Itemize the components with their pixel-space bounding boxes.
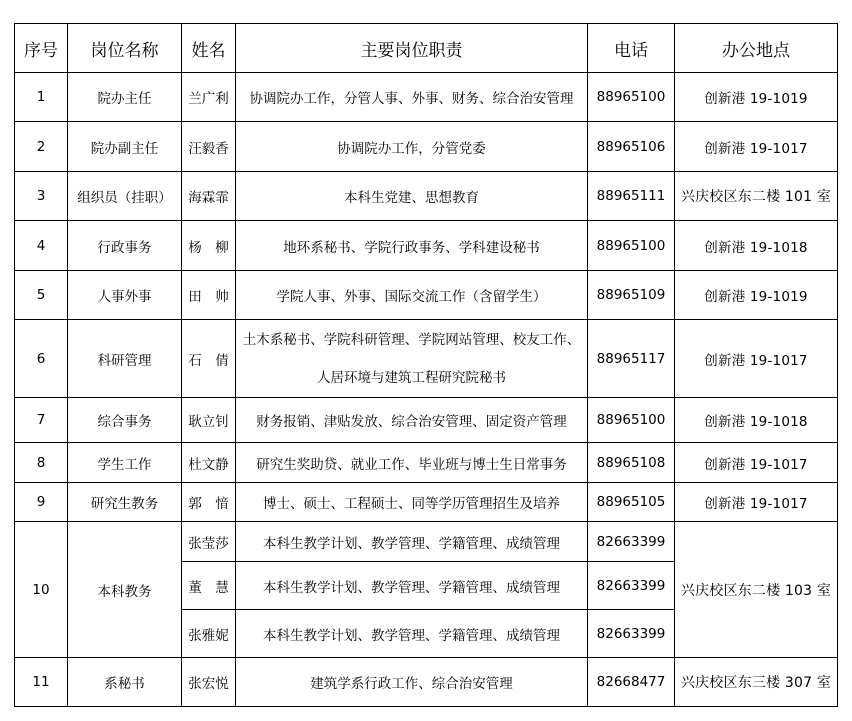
row-phone: 88965109	[588, 271, 675, 320]
row-no: 7	[15, 398, 68, 443]
row-name: 耿立钊	[182, 398, 236, 443]
row-position: 学生工作	[68, 443, 182, 483]
row-duty: 博士、硕士、工程硕士、同等学历管理招生及培养	[236, 483, 588, 522]
header-office: 办公地点	[675, 24, 838, 73]
row-phone: 88965100	[588, 398, 675, 443]
header-duty: 主要岗位职责	[236, 24, 588, 73]
row-name: 汪毅香	[182, 122, 236, 172]
row-position: 组织员（挂职）	[68, 172, 182, 221]
row-duty: 建筑学系行政工作、综合治安管理	[236, 658, 588, 707]
table-row	[15, 320, 838, 398]
row-name: 田 帅	[182, 271, 236, 320]
table-row	[15, 122, 838, 172]
row-no: 2	[15, 122, 68, 172]
row-phone: 88965111	[588, 172, 675, 221]
row-office: 创新港 19-1017	[675, 483, 838, 522]
row-no: 4	[15, 221, 68, 271]
row-office: 兴庆校区东三楼 307 室	[675, 658, 838, 707]
row-duty: 财务报销、津贴发放、综合治安管理、固定资产管理	[236, 398, 588, 443]
row-duty: 本科生教学计划、教学管理、学籍管理、成绩管理	[236, 522, 588, 562]
header-name: 姓名	[182, 24, 236, 73]
row-phone: 88965105	[588, 483, 675, 522]
row-position: 院办副主任	[68, 122, 182, 172]
row-phone: 82663399	[588, 562, 675, 610]
row-position: 综合事务	[68, 398, 182, 443]
row-position: 科研管理	[68, 320, 182, 398]
table-row	[15, 658, 838, 707]
row-no: 11	[15, 658, 68, 707]
row-position: 院办主任	[68, 73, 182, 122]
row-phone: 82663399	[588, 610, 675, 658]
row-no: 1	[15, 73, 68, 122]
row-office: 创新港 19-1018	[675, 398, 838, 443]
row-position: 系秘书	[68, 658, 182, 707]
row-office: 创新港 19-1019	[675, 271, 838, 320]
table-row	[15, 221, 838, 271]
row-duty: 地环系秘书、学院行政事务、学科建设秘书	[236, 221, 588, 271]
row-duty	[236, 320, 588, 398]
row-no: 5	[15, 271, 68, 320]
table-header-row	[15, 24, 838, 73]
row-no: 9	[15, 483, 68, 522]
row-office: 兴庆校区东二楼 103 室	[675, 522, 838, 658]
table-row	[15, 483, 838, 522]
header-phone: 电话	[588, 24, 675, 73]
row-position: 研究生教务	[68, 483, 182, 522]
row-phone: 88965100	[588, 73, 675, 122]
row-duty: 本科生教学计划、教学管理、学籍管理、成绩管理	[236, 610, 588, 658]
header-position: 岗位名称	[68, 24, 182, 73]
row-phone: 88965106	[588, 122, 675, 172]
row-name: 郭 愔	[182, 483, 236, 522]
row-no: 3	[15, 172, 68, 221]
row-duty-line: 人居环境与建筑工程研究院秘书	[317, 369, 506, 386]
row-duty: 本科生教学计划、教学管理、学籍管理、成绩管理	[236, 562, 588, 610]
row-office: 创新港 19-1017	[675, 320, 838, 398]
row-office: 创新港 19-1019	[675, 73, 838, 122]
table-row	[15, 271, 838, 320]
row-name: 张莹莎	[182, 522, 236, 562]
row-office: 兴庆校区东二楼 101 室	[675, 172, 838, 221]
row-name: 杨 柳	[182, 221, 236, 271]
row-office: 创新港 19-1018	[675, 221, 838, 271]
row-duty: 本科生党建、思想教育	[236, 172, 588, 221]
row-name: 海霖霏	[182, 172, 236, 221]
staff-directory-table	[14, 23, 838, 707]
row-position: 本科教务	[68, 522, 182, 658]
row-phone: 82663399	[588, 522, 675, 562]
row-name: 张宏悦	[182, 658, 236, 707]
row-duty: 协调院办工作，分管党委	[236, 122, 588, 172]
table-row	[15, 398, 838, 443]
row-phone: 88965108	[588, 443, 675, 483]
row-duty: 协调院办工作，分管人事、外事、财务、综合治安管理	[236, 73, 588, 122]
row-phone: 88965100	[588, 221, 675, 271]
row-position: 行政事务	[68, 221, 182, 271]
row-duty: 研究生奖助贷、就业工作、毕业班与博士生日常事务	[236, 443, 588, 483]
row-name: 杜文静	[182, 443, 236, 483]
row-office: 创新港 19-1017	[675, 443, 838, 483]
header-no: 序号	[15, 24, 68, 73]
row-no: 6	[15, 320, 68, 398]
row-no: 10	[15, 522, 68, 658]
row-phone: 82668477	[588, 658, 675, 707]
table-row	[15, 443, 838, 483]
table-row	[15, 522, 838, 562]
row-name: 张雅妮	[182, 610, 236, 658]
table-row	[15, 172, 838, 221]
row-duty-line: 土木系秘书、学院科研管理、学院网站管理、校友工作、	[242, 331, 581, 348]
row-name: 石 倩	[182, 320, 236, 398]
row-position: 人事外事	[68, 271, 182, 320]
row-no: 8	[15, 443, 68, 483]
row-office: 创新港 19-1017	[675, 122, 838, 172]
row-name: 兰广利	[182, 73, 236, 122]
row-phone: 88965117	[588, 320, 675, 398]
table-row	[15, 73, 838, 122]
row-name: 董 慧	[182, 562, 236, 610]
row-duty: 学院人事、外事、国际交流工作（含留学生）	[236, 271, 588, 320]
